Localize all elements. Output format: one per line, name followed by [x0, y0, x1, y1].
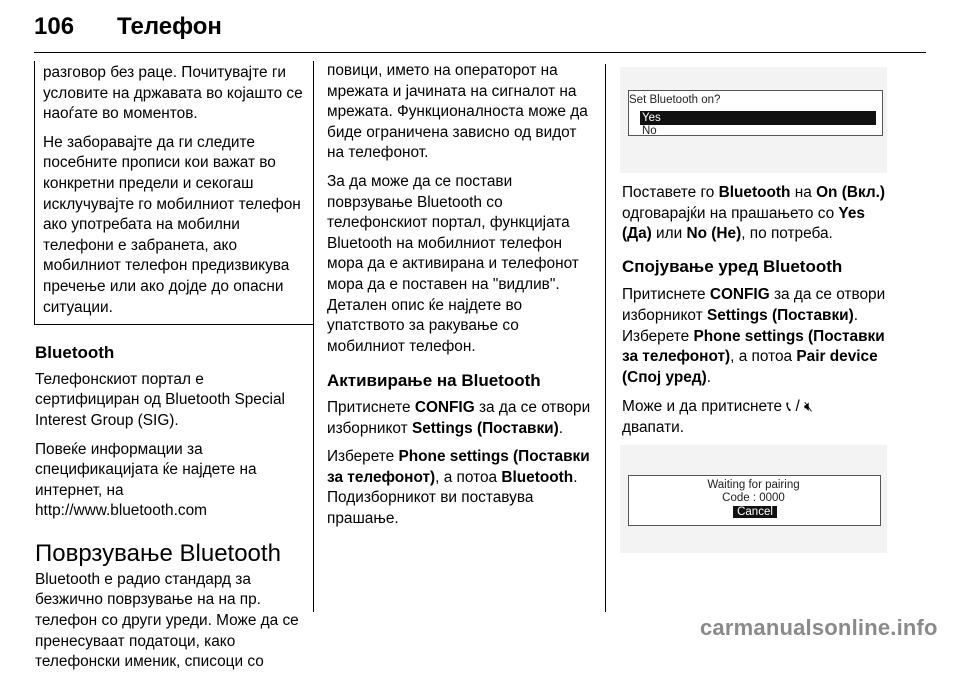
no-option[interactable]: No — [642, 125, 657, 137]
col2-paragraph-2: За да може да се постави поврзување Bluetooth со телефонскиот портал, функцијата Bluetooth на мобилниот телефон мора да е активирана и телефонот мора да е поставен на "видлив". Детален опис ќе најдете во упатството за ракување со мобилниот телефон. — [327, 172, 579, 355]
phone-icon: 📞︎ — [786, 398, 792, 415]
settings-menu-label: Settings (Поставки) — [411, 419, 559, 437]
header-rule — [34, 52, 926, 53]
col3-paragraph-3: Може и да притиснете 📞︎ / 🔇︎ двапати. — [622, 398, 813, 436]
col2-paragraph-1: повици, името на операторот на мрежата и јачината на сигналот на мрежата. Функционалноста може да биде ограничена зависно од видот на телефонот. — [327, 62, 588, 162]
pairing-screen — [620, 445, 887, 553]
pair-device-heading: Спојување уред Bluetooth — [622, 256, 843, 276]
bluetooth-url: http://www.bluetooth.com — [35, 502, 207, 520]
yes-option[interactable]: Yes — [640, 111, 876, 125]
phone-settings-label: Phone settings (Поставки за телефонот) — [327, 448, 590, 486]
bluetooth-paragraph-1: Телефонскиот портал е сертифициран од Bluetooth Special Interest Group (SIG). — [35, 370, 285, 429]
col3-paragraph-2: Притиснете CONFIG за да се отвори изборникот Settings (Поставки). Изберете Phone settings (Поставки за телефонот), а потоа Pair device (Спој уред). — [622, 286, 886, 386]
bluetooth-menu-label: Bluetooth — [501, 468, 574, 486]
config-key: CONFIG — [414, 398, 475, 416]
warning-paragraph-1: разговор без раце. Почитувајте ги условите на државата во коjашто се наоѓате во моментов. — [43, 64, 303, 123]
watermark: carmanualsonline.info — [700, 615, 938, 640]
column-3 — [622, 183, 898, 475]
bluetooth-heading: Bluetooth — [35, 343, 115, 363]
mute-icon: 🔇︎ — [804, 398, 813, 415]
bluetooth-paragraph-2: Повеќе информации за спецификацијата ќе најдете на интернет, на http://www.bluetooth.com — [35, 440, 257, 520]
column-1 — [35, 61, 303, 681]
bluetooth-on-screen — [620, 67, 887, 173]
screen-prompt: Set Bluetooth on? — [629, 94, 721, 106]
warning-paragraph-2: Не заборавајте да ги следите посебните прописи кои важат во конкретни предели и секогаш исклучувајте го мобилниот телефон ако употребата на мобилни телефони е забранета, ако мобилниот телефон предизвикува пречење или ако дојде до опасни ситуации. — [43, 133, 301, 316]
connection-paragraph: Bluetooth е радио стандард за безжично поврзување на на пр. телефон со други уреди. Може да се пренесуваат податоци, како телефонски именик, списоци со — [35, 570, 299, 671]
column-2 — [327, 61, 595, 529]
connection-heading: Поврзување Bluetooth — [35, 539, 281, 567]
activate-bluetooth-heading: Активирање на Bluetooth — [327, 371, 541, 391]
warning-box — [34, 61, 314, 325]
column-divider-2 — [605, 64, 606, 612]
waiting-message: Waiting for pairing — [707, 479, 800, 491]
col2-paragraph-3: Притиснете CONFIG за да се отвори изборникот Settings (Поставки). — [327, 398, 591, 437]
cancel-button[interactable]: Cancel — [733, 506, 777, 518]
col2-paragraph-4: Изберете Phone settings (Поставки за телефонот), а потоа Bluetooth. Подизборникот ви поставува прашање. — [327, 448, 590, 527]
page-title: Телефон — [117, 13, 222, 40]
col3-paragraph-1: Поставете го Bluetooth на On (Вкл.) одговарајќи на прашањето со Yes (Да) или No (Не), по потреба. — [622, 184, 886, 243]
page-number: 106 — [34, 13, 75, 40]
pairing-code: Code : 0000 — [722, 492, 785, 504]
